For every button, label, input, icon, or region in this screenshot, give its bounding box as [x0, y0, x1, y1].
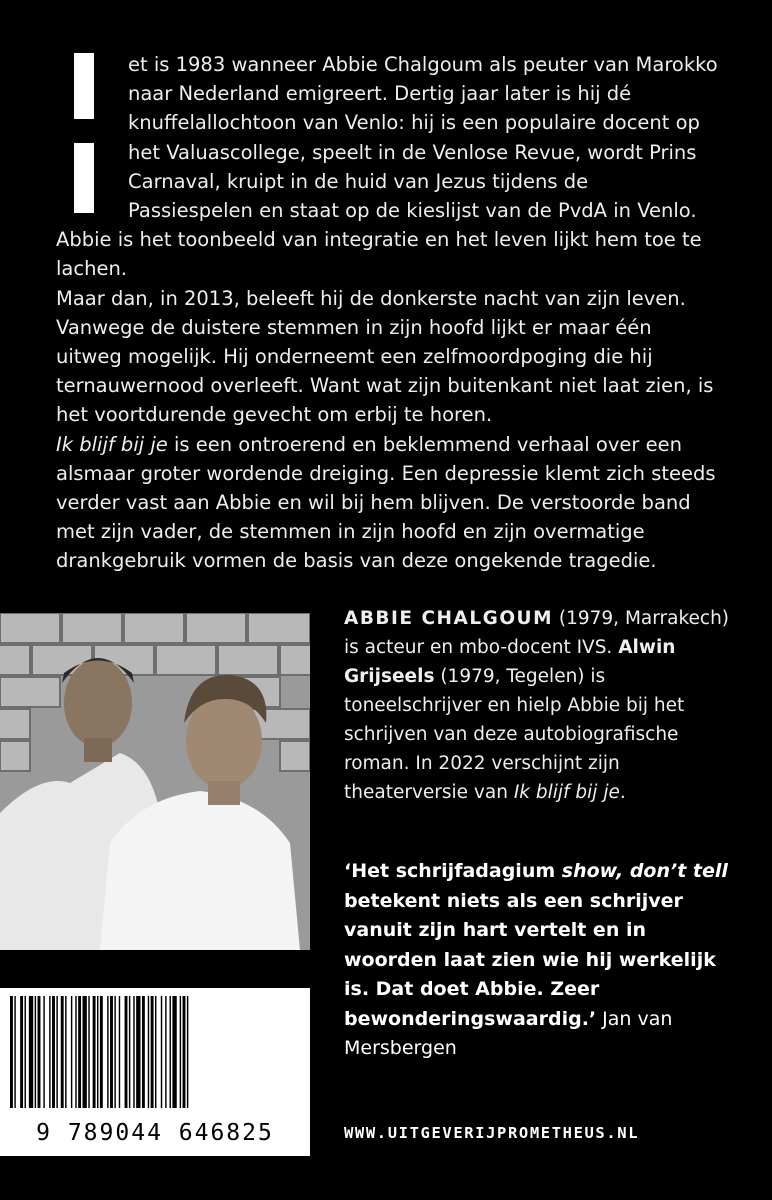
- isbn-number: 9 789044 646825: [36, 1120, 274, 1146]
- barcode-bar: [148, 996, 149, 1108]
- barcode-bar: [56, 996, 57, 1108]
- blurb-paragraph-3-text: is een ontroerend en beklemmend verhaal over een alsmaar groter wordende dreiging. Een depressie klemt zich steeds verder vast aan Abbie en wil bij hem blijven. De verstoorde band met zijn vader, de stemmen in zijn hoofd en zijn overmatige drankgebruik vormen de basis van deze ongekende tragedie.: [56, 432, 716, 573]
- barcode-bar: [97, 996, 98, 1108]
- barcode-bar: [61, 996, 64, 1108]
- author1-info: (1979, Marrakech) is acteur en mbo-docent IVS.: [344, 608, 730, 658]
- barcode-bar: [14, 996, 15, 1108]
- barcode-bar: [187, 996, 188, 1108]
- publisher-website[interactable]: WWW.UITGEVERIJPROMETHEUS.NL: [344, 1124, 640, 1142]
- barcode-bar: [151, 996, 154, 1108]
- barcode-bar: [155, 996, 156, 1108]
- barcode-bar: [183, 996, 186, 1108]
- barcode-bar: [71, 996, 72, 1108]
- barcode-bar: [165, 996, 166, 1108]
- barcode-bar: [142, 996, 145, 1108]
- barcode-bar: [119, 996, 120, 1108]
- barcode-bar: [170, 996, 171, 1108]
- barcode-bar: [29, 996, 33, 1108]
- barcode-bar: [75, 996, 76, 1108]
- barcode-bar: [49, 996, 50, 1108]
- barcode: [0, 988, 310, 1156]
- drop-cap-letter: [56, 53, 112, 213]
- barcode-bar: [25, 996, 26, 1108]
- bio-book-title: Ik blijf bij je: [513, 782, 620, 803]
- bio-end: .: [619, 782, 626, 803]
- author-bio: [344, 604, 744, 807]
- barcode-bar: [93, 996, 96, 1108]
- barcode-bar: [161, 996, 162, 1108]
- barcode-bar: [38, 996, 41, 1108]
- barcode-bar: [110, 996, 113, 1108]
- barcode-bars: [6, 996, 304, 1108]
- barcode-bar: [180, 996, 181, 1108]
- barcode-bar: [83, 996, 87, 1108]
- author2-info: (1979, Tegelen) is toneelschrijver en hielp Abbie bij het schrijven van deze autobiografische roman. In 2022 verschijnt zijn theaterversie van: [344, 666, 685, 803]
- author-photo: [0, 613, 310, 950]
- author2-name: Alwin Grijseels: [344, 637, 676, 687]
- blurb-paragraph-1: et is 1983 wanneer Abbie Chalgoum als peuter van Marokko naar Nederland emigreert. Dertig jaar later is hij dé knuffelallochtoon van Venlo: hij is een populaire docent op het Valuascollege, speelt in de Venlose Revue, wordt Prins Carnaval, kruipt in de huid van Jezus tijdens de Passiespelen en staat op de kieslijst van de PvdA in Venlo. Abbie is het toonbeeld van integratie en het leven lijkt hem toe te lachen.: [56, 53, 718, 281]
- review-quote: [344, 857, 744, 1064]
- barcode-bar: [114, 996, 115, 1108]
- book-title: Ik blijf bij je: [56, 432, 168, 456]
- barcode-bar: [78, 996, 81, 1108]
- quote-italic: show, don’t tell: [561, 860, 728, 882]
- barcode-bar: [52, 996, 55, 1108]
- barcode-bar: [133, 996, 134, 1108]
- barcode-bar: [10, 996, 13, 1108]
- barcode-bar: [172, 996, 176, 1108]
- barcode-bar: [43, 996, 44, 1108]
- barcode-bar: [136, 996, 140, 1108]
- barcode-bar: [35, 996, 36, 1108]
- quote-attribution: Jan van Mersbergen: [344, 1007, 673, 1059]
- barcode-bar: [65, 996, 66, 1108]
- barcode-bar: [100, 996, 103, 1108]
- barcode-bar: [107, 996, 108, 1108]
- quote-part-1: ‘Het schrijfadagium: [344, 860, 562, 882]
- barcode-bar: [125, 996, 128, 1108]
- blurb-paragraph-2: Maar dan, in 2013, beleeft hij de donkerste nacht van zijn leven. Vanwege de duistere stemmen in zijn hoofd lijkt er maar één uitweg mogelijk. Hij onderneemt een zelfmoordpoging die hij ternauwernood overleeft. Want wat zijn buitenkant niet laat zien, is het voortdurende gevecht om erbij te horen.: [56, 286, 714, 427]
- author1-name: ABBIE CHALGOUM: [344, 608, 553, 629]
- barcode-bar: [20, 996, 23, 1108]
- blurb-paragraph-3: [56, 430, 718, 576]
- blurb-text: [56, 50, 718, 576]
- barcode-bar: [88, 996, 89, 1108]
- barcode-bar: [129, 996, 130, 1108]
- quote-part-2: betekent niets als een schrijver vanuit zijn hart vertelt en in woorden laat zien wie hij werkelijk is. Dat doet Abbie. Zeer bewonderingswaardig.’: [344, 889, 716, 1030]
